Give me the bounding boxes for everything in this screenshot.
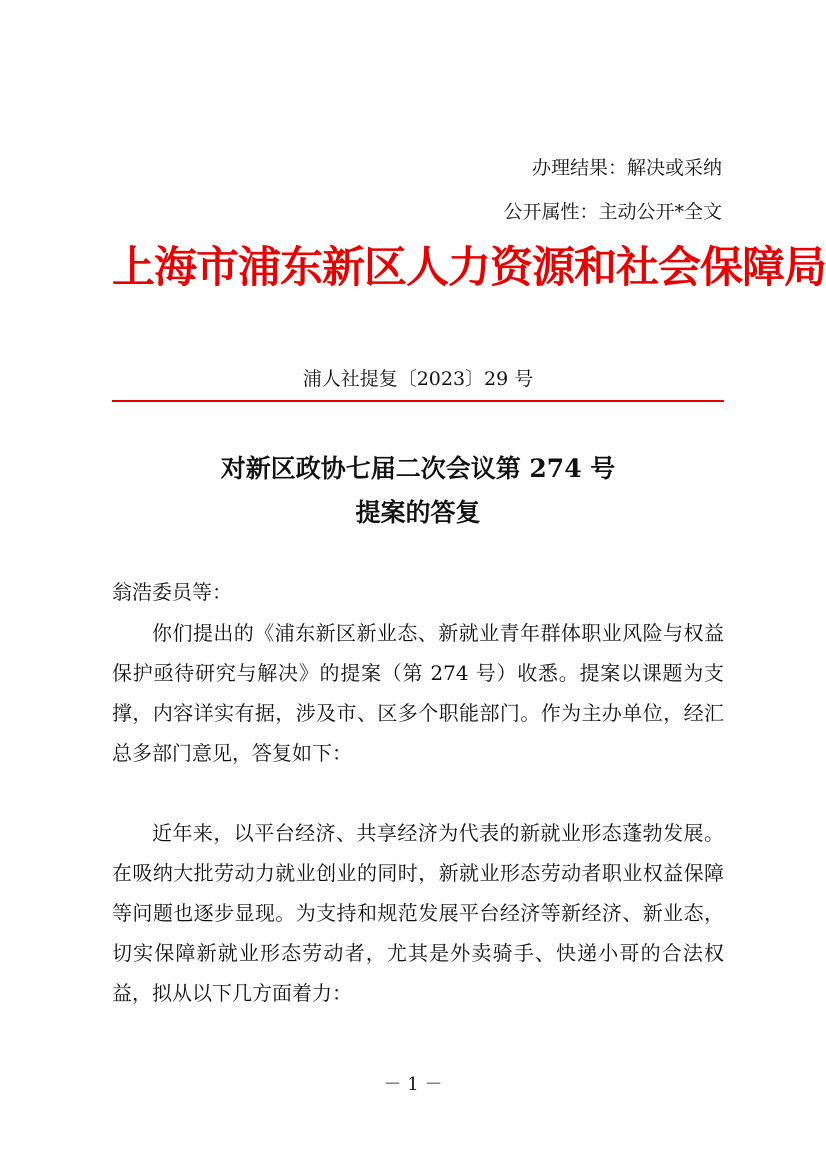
- body-paragraph-2: 近年来，以平台经济、共享经济为代表的新就业形态蓬勃发展。在吸纳大批劳动力就业创业的同时，新就业形态劳动者职业权益保障等问题也逐步显现。为支持和规范发展平台经济等新经济、新业态，切实保障新就业形态劳动者，尤其是外卖骑手、快递小哥的合法权益，拟从以下几方面着力：: [112, 821, 724, 1005]
- public-attribute-label: 公开属性：主动公开*全文: [503, 201, 722, 223]
- salutation: 翁浩委员等：: [112, 580, 232, 604]
- handling-result-label: 办理结果：解决或采纳: [531, 157, 722, 179]
- body-paragraph-1: 你们提出的《浦东新区新业态、新就业青年群体职业风险与权益保护亟待研究与解决》的提案（第 274 号）收悉。提案以课题为支撑，内容详实有据，涉及市、区多个职能部门。作为主办单位，经汇总多部门意见，答复如下：: [112, 621, 724, 765]
- document-number: 浦人社提复〔2023〕29 号: [302, 368, 534, 390]
- document-title-line-1: 对新区政协七届二次会议第 274 号: [220, 454, 616, 483]
- page-number: － 1 －: [383, 1074, 443, 1095]
- agency-letterhead: 上海市浦东新区人力资源和社会保障局: [112, 243, 826, 293]
- document-title-line-2: 提案的答复: [355, 498, 481, 527]
- red-divider-line: [112, 400, 724, 402]
